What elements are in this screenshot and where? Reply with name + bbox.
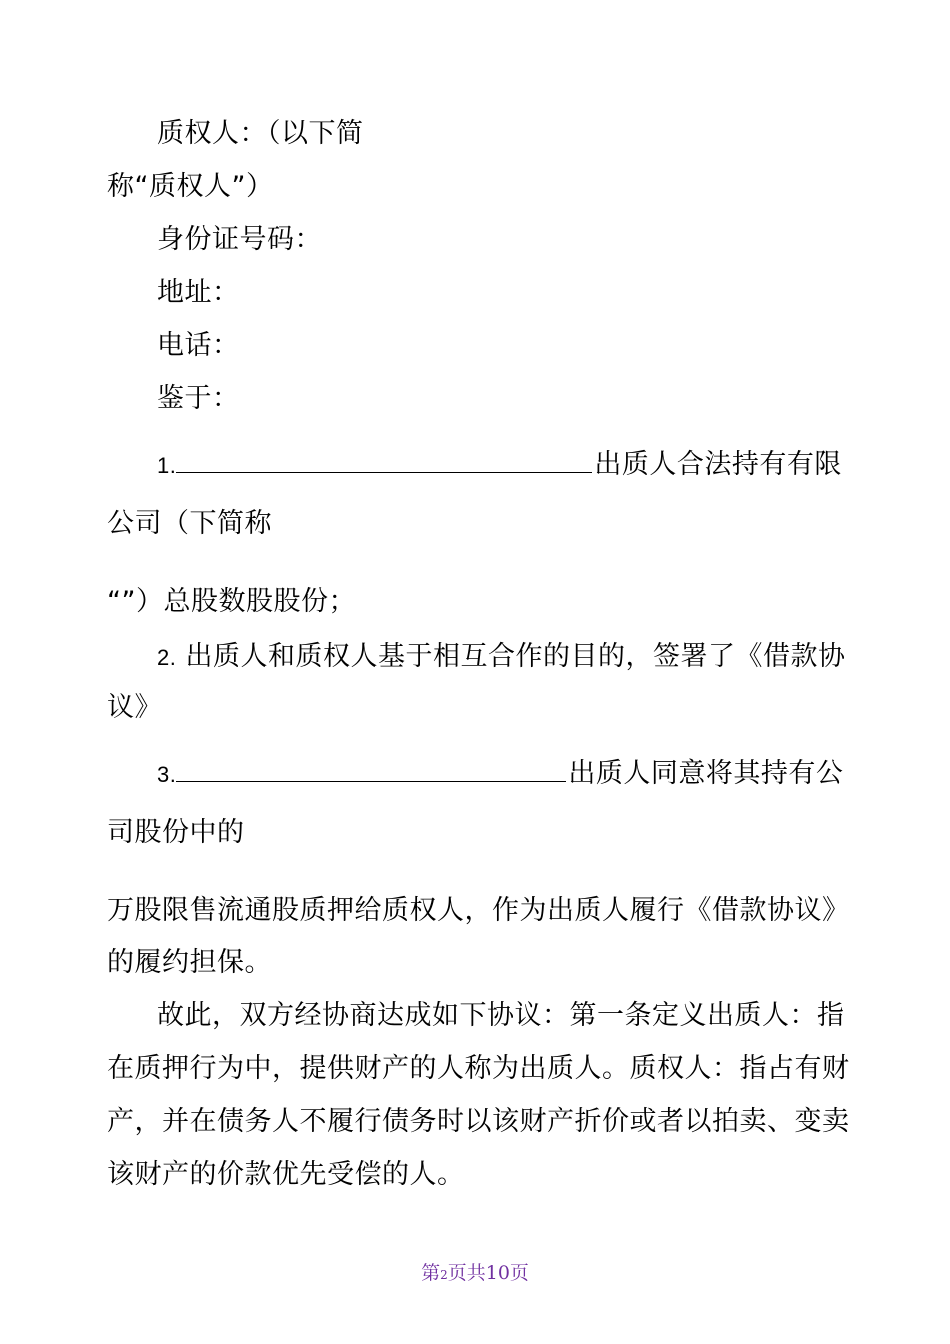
pledgee-label: 质权人：（以下简 <box>157 118 364 149</box>
item-1-cont: 公司（下简称 <box>107 508 272 539</box>
item-2 <box>157 640 897 675</box>
item-3 <box>157 755 897 792</box>
phone-label: 电话： <box>157 330 240 361</box>
footer-prefix: 第 <box>421 1262 441 1284</box>
agreement-line-2: 在质押行为中，提供财产的人称为出质人。质权人：指占有财 <box>107 1053 850 1084</box>
address-label: 地址： <box>157 277 240 308</box>
item-3-number: 3. <box>157 762 177 787</box>
agreement-line-4: 该财产的价款优先受偿的人。 <box>107 1159 465 1190</box>
item-2-cont: 议》 <box>107 692 162 723</box>
footer-page-number: 2 <box>440 1268 448 1282</box>
id-label: 身份证号码： <box>157 224 322 255</box>
agreement-line-1: 故此，双方经协商达成如下协议：第一条定义出质人：指 <box>157 1000 845 1031</box>
item-1-blank <box>176 446 592 473</box>
footer-suffix: 页 <box>509 1262 529 1284</box>
page-footer <box>0 1258 950 1285</box>
item-3-text: 出质人同意将其持有公 <box>568 758 844 789</box>
pledgee-label-cont: 称“质权人”） <box>107 171 274 202</box>
item-2-number: 2. <box>157 645 177 670</box>
item-3-cont3: 的履约担保。 <box>107 947 272 978</box>
footer-total-pages: 10 <box>485 1262 510 1284</box>
item-3-cont2: 万股限售流通股质押给质权人，作为出质人履行《借款协议》 <box>107 895 850 926</box>
agreement-line-3: 产，并在债务人不履行债务时以该财产折价或者以拍卖、变卖 <box>107 1106 850 1137</box>
footer-middle: 页共 <box>447 1262 486 1284</box>
item-1-text: 出质人合法持有有限 <box>594 449 842 480</box>
item-3-cont: 司股份中的 <box>107 817 245 848</box>
whereas-label: 鉴于： <box>157 383 240 414</box>
item-1-cont2: “”）总股数股股份； <box>107 586 356 617</box>
item-3-blank <box>176 755 566 782</box>
item-2-text: 出质人和质权人基于相互合作的目的，签署了《借款协 <box>185 641 846 672</box>
item-1 <box>157 446 897 483</box>
item-1-number: 1. <box>157 453 177 478</box>
